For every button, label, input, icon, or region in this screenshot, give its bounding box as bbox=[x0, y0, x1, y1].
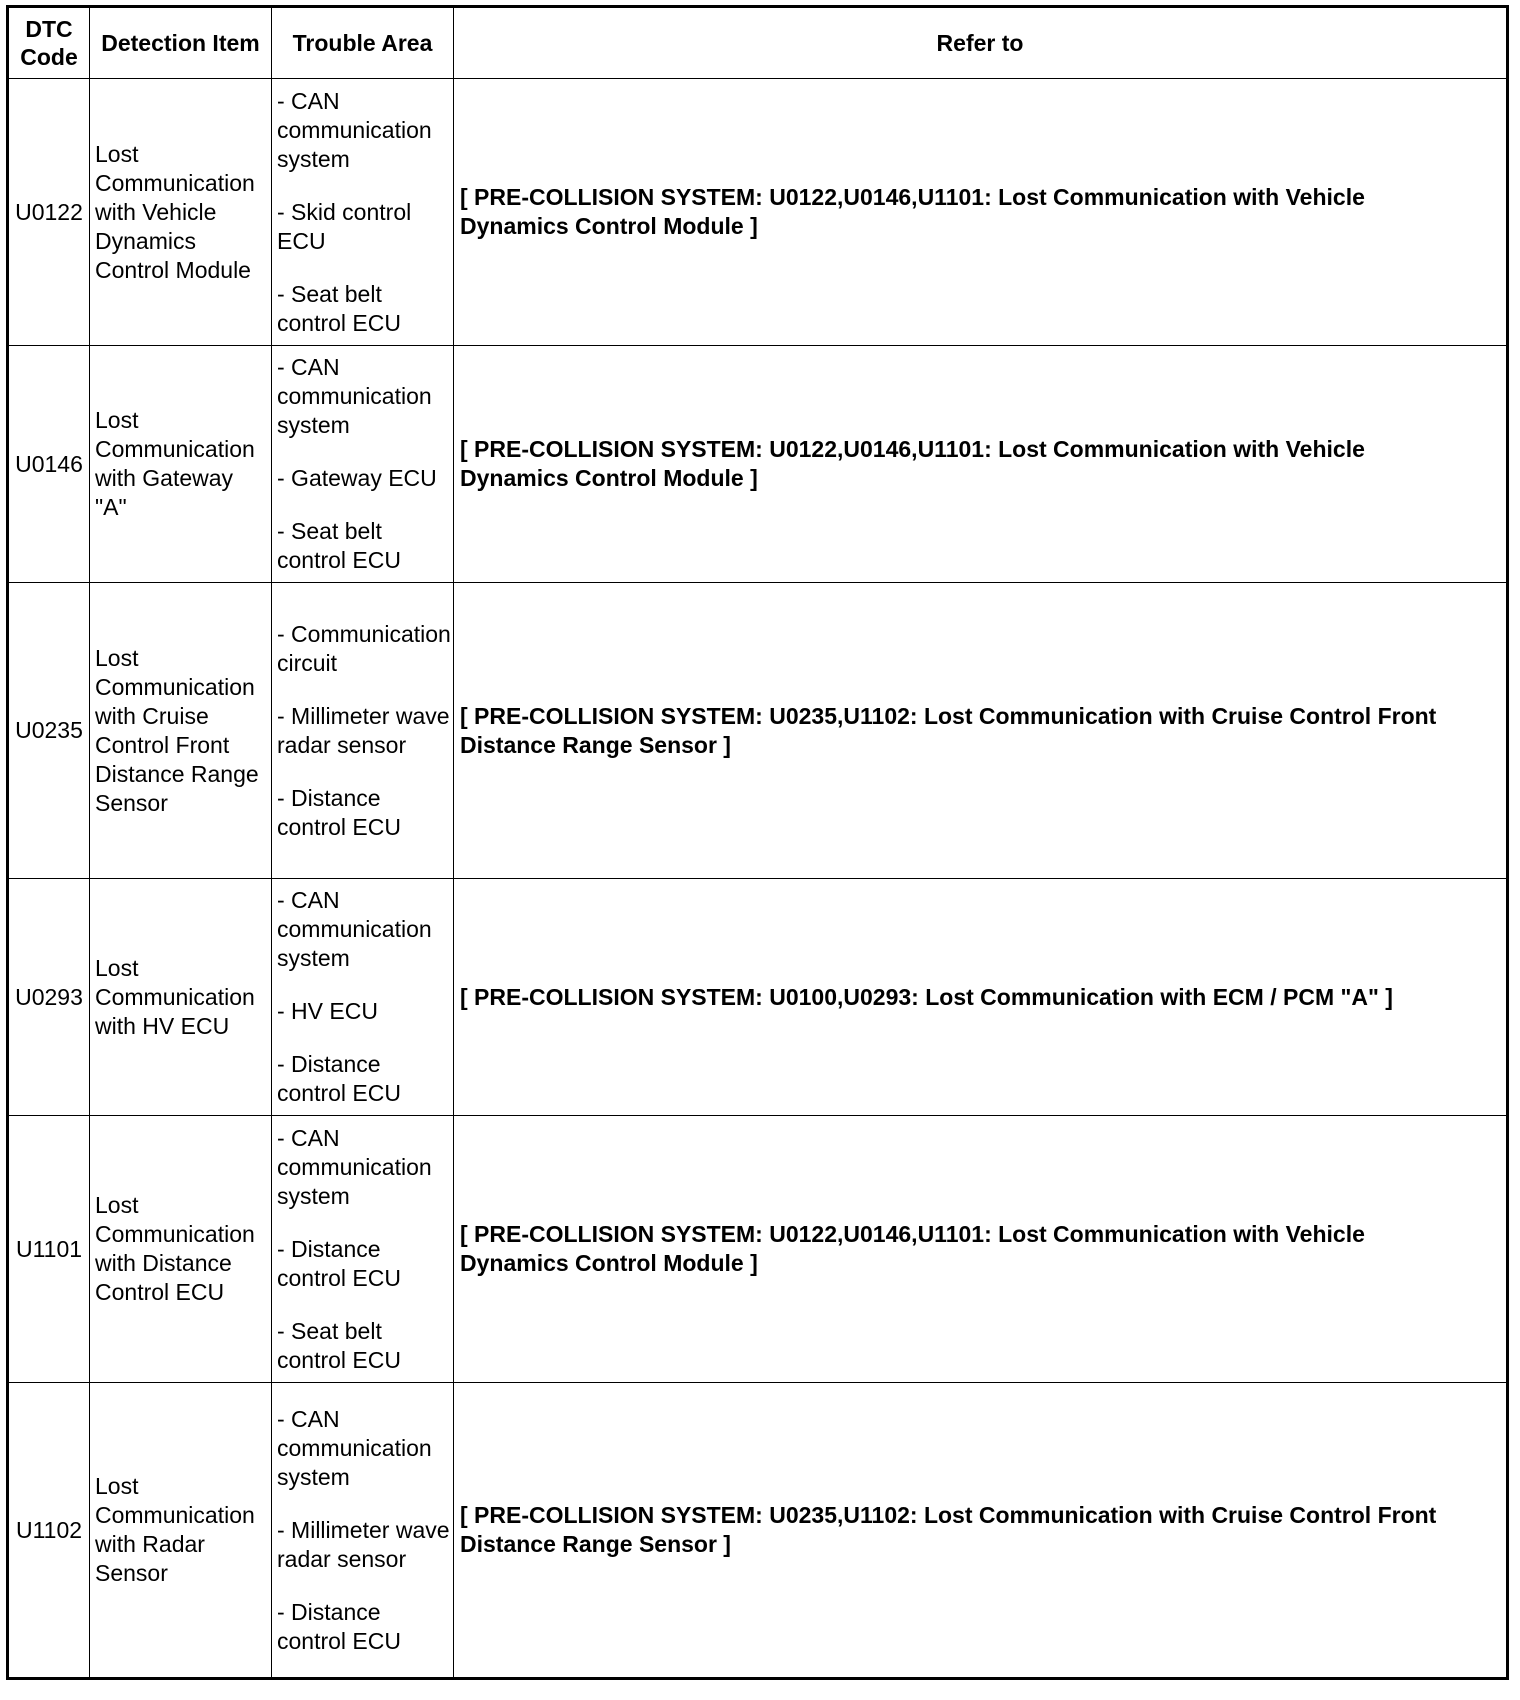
trouble-area-cell bbox=[272, 583, 454, 879]
header-refer-to: Refer to bbox=[454, 7, 1508, 79]
detection-item-cell: Lost Communication with Distance Control ECU bbox=[90, 1116, 272, 1383]
refer-to-link[interactable]: [ PRE-COLLISION SYSTEM: U0122,U0146,U1101: Lost Communication with Vehicle Dynamics Control Module ] bbox=[454, 79, 1508, 346]
header-dtc-code: DTC Code bbox=[8, 7, 90, 79]
refer-to-link[interactable]: [ PRE-COLLISION SYSTEM: U0122,U0146,U1101: Lost Communication with Vehicle Dynamics Control Module ] bbox=[454, 1116, 1508, 1383]
trouble-area-item: - Communication circuit bbox=[277, 620, 451, 676]
trouble-area-item: - CAN communication system bbox=[277, 87, 432, 172]
header-row bbox=[8, 7, 1508, 79]
refer-to-link[interactable]: [ PRE-COLLISION SYSTEM: U0122,U0146,U1101: Lost Communication with Vehicle Dynamics Control Module ] bbox=[454, 346, 1508, 583]
trouble-area-cell bbox=[272, 1383, 454, 1679]
dtc-code-cell: U1101 bbox=[8, 1116, 90, 1383]
dtc-table-container bbox=[6, 5, 1509, 1680]
dtc-code-cell: U0122 bbox=[8, 79, 90, 346]
trouble-area-cell bbox=[272, 1116, 454, 1383]
detection-item-cell: Lost Communication with HV ECU bbox=[90, 879, 272, 1116]
header-trouble-area: Trouble Area bbox=[272, 7, 454, 79]
trouble-area-item: - CAN communication system bbox=[277, 1124, 432, 1209]
dtc-code-cell: U1102 bbox=[8, 1383, 90, 1679]
trouble-area-item: - Distance control ECU bbox=[277, 1598, 401, 1654]
trouble-area-item: - CAN communication system bbox=[277, 354, 432, 438]
trouble-area-item: - Seat belt control ECU bbox=[277, 518, 401, 573]
refer-to-link[interactable]: [ PRE-COLLISION SYSTEM: U0235,U1102: Lost Communication with Cruise Control Front Distance Range Sensor ] bbox=[454, 1383, 1508, 1679]
trouble-area-cell bbox=[272, 879, 454, 1116]
trouble-area-item: - Seat belt control ECU bbox=[277, 280, 401, 336]
trouble-area-item: - Millimeter wave radar sensor bbox=[277, 1516, 450, 1572]
trouble-area-item: - Distance control ECU bbox=[277, 784, 401, 840]
detection-item-cell: Lost Communication with Radar Sensor bbox=[90, 1383, 272, 1679]
header-detection-item: Detection Item bbox=[90, 7, 272, 79]
trouble-area-item: - Distance control ECU bbox=[277, 1235, 401, 1291]
table-row bbox=[8, 1116, 1508, 1383]
trouble-area-cell bbox=[272, 346, 454, 583]
table-row bbox=[8, 583, 1508, 879]
dtc-code-cell: U0293 bbox=[8, 879, 90, 1116]
trouble-area-item: - CAN communication system bbox=[277, 1405, 432, 1490]
dtc-code-cell: U0146 bbox=[8, 346, 90, 583]
table-row bbox=[8, 1383, 1508, 1679]
trouble-area-cell bbox=[272, 79, 454, 346]
trouble-area-item: - Gateway ECU bbox=[277, 465, 437, 491]
detection-item-cell: Lost Communication with Gateway "A" bbox=[90, 346, 272, 583]
trouble-area-item: - CAN communication system bbox=[277, 887, 432, 971]
dtc-table bbox=[6, 5, 1509, 1680]
table-row bbox=[8, 79, 1508, 346]
refer-to-link[interactable]: [ PRE-COLLISION SYSTEM: U0100,U0293: Lost Communication with ECM / PCM "A" ] bbox=[454, 879, 1508, 1116]
trouble-area-item: - Seat belt control ECU bbox=[277, 1317, 401, 1373]
trouble-area-item: - Millimeter wave radar sensor bbox=[277, 702, 450, 758]
table-row bbox=[8, 346, 1508, 583]
trouble-area-item: - Skid control ECU bbox=[277, 198, 412, 254]
trouble-area-item: - Distance control ECU bbox=[277, 1051, 401, 1106]
table-row bbox=[8, 879, 1508, 1116]
refer-to-link[interactable]: [ PRE-COLLISION SYSTEM: U0235,U1102: Lost Communication with Cruise Control Front Distance Range Sensor ] bbox=[454, 583, 1508, 879]
detection-item-cell: Lost Communication with Vehicle Dynamics Control Module bbox=[90, 79, 272, 346]
trouble-area-item: - HV ECU bbox=[277, 998, 378, 1024]
dtc-code-cell: U0235 bbox=[8, 583, 90, 879]
detection-item-cell: Lost Communication with Cruise Control Front Distance Range Sensor bbox=[90, 583, 272, 879]
